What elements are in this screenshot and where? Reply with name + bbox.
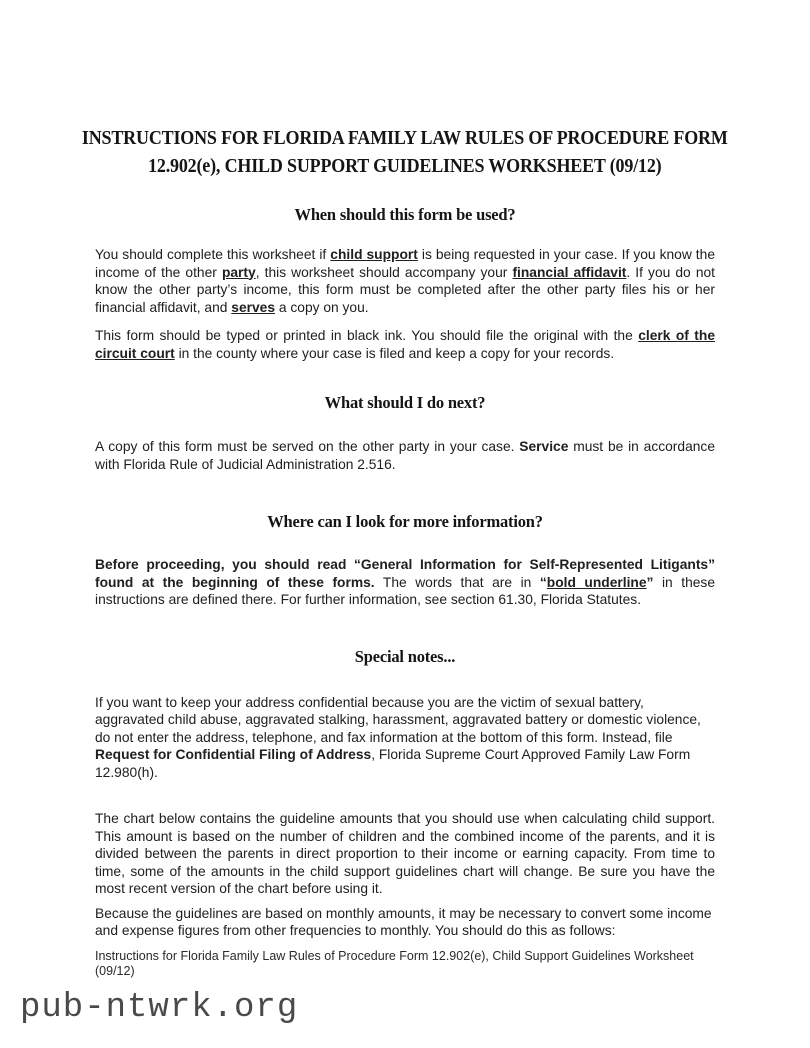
paragraph-do-next-1: A copy of this form must be served on the other party in your case. Service must be in accordance with Florida Rule of Judicial Administration 2.516. [95, 439, 715, 472]
paragraph-when-used-2: This form should be typed or printed in black ink. You should file the original with the clerk of the circuit court in the county where your case is filed and keep a copy for your records. [95, 328, 715, 361]
page-title [82, 124, 728, 180]
page-title-text [82, 124, 728, 180]
watermark: pub-ntwrk.org [20, 989, 299, 1027]
section-heading-do-next: What should I do next? [324, 393, 486, 412]
page-title-line2: 12.902(e), CHILD SUPPORT GUIDELINES WORKSHEET (09/12) [148, 155, 662, 177]
paragraph-when-used-1: You should complete this worksheet if child support is being requested in your case. If you know the income of the other party, this worksheet should accompany your financial affidavit. If you do not know the other party’s income, this form must be completed after the other party files his or her financial affidavit, and serves a copy on you. [95, 247, 715, 315]
paragraph-special-notes-1: If you want to keep your address confidential because you are the victim of sexual battery, aggravated child abuse, aggravated stalking, harassment, aggravated battery or domestic violence, do not enter the address, telephone, and fax information at the bottom of this form. Instead, file Request for Confidential Filing of Address, Florida Supreme Court Approved Family Law Form 12.980(h). [95, 694, 701, 780]
page-title-line1: INSTRUCTIONS FOR FLORIDA FAMILY LAW RULES OF PROCEDURE FORM [82, 127, 728, 149]
paragraph-more-info-1: Before proceeding, you should read “General Information for Self-Represented Litigants” found at the beginning of these forms. The words that are in “bold underline” in these instructions are defined there. For further information, see section 61.30, Florida Statutes. [95, 557, 715, 607]
paragraph-special-notes-2: The chart below contains the guideline amounts that you should use when calculating child support. This amount is based on the number of children and the combined income of the parents, and it is divided between the parents in direct proportion to their income or earning capacity. From time to time, some of the amounts in the child support guidelines chart will change. Be sure you have the most recent version of the chart before using it. [95, 811, 715, 896]
section-heading-special-notes: Special notes... [354, 646, 456, 666]
section-heading-more-info: Where can I look for more information? [267, 512, 543, 531]
section-heading-when-used: When should this form be used? [294, 205, 516, 224]
footer-note: Instructions for Florida Family Law Rules of Procedure Form 12.902(e), Child Support Guidelines Worksheet (09/12) [95, 948, 694, 978]
paragraph-special-notes-3: Because the guidelines are based on monthly amounts, it may be necessary to convert some income and expense figures from other frequencies to monthly. You should do this as follows: [95, 905, 712, 938]
